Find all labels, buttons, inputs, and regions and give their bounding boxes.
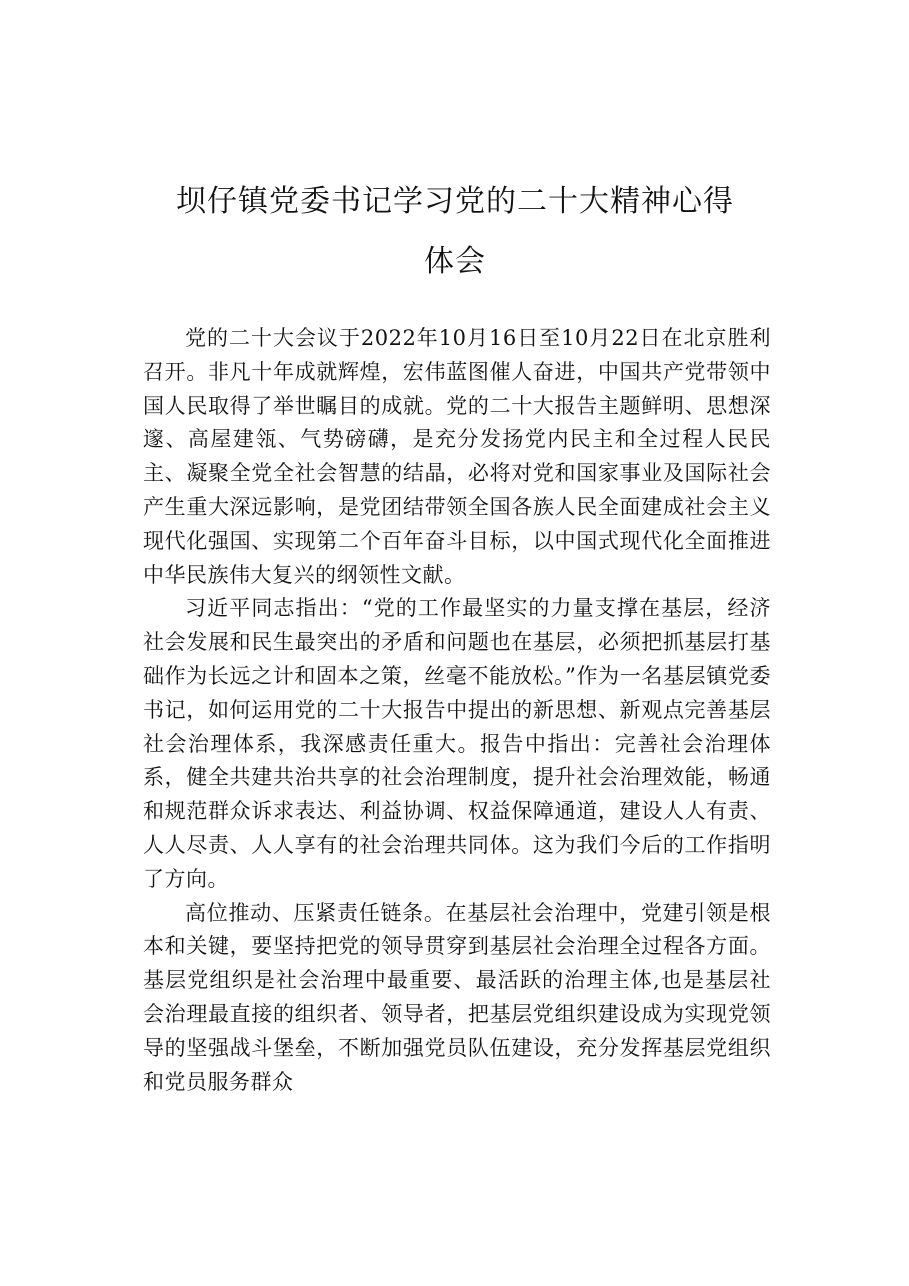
title-line-2: 体会 bbox=[424, 244, 486, 279]
document-body bbox=[143, 322, 771, 1099]
paragraph-1: 党的二十大会议于2022年10月16日至10月22日在北京胜利召开。非凡十年成就辉煌，宏伟蓝图催人奋进，中国共产党带领中国人民取得了举世瞩目的成就。党的二十大报告主题鲜明、思想深邃、高屋建瓴、气势磅礴，是充分发扬党内民主和全过程人民民主、凝聚全党全社会智慧的结晶，必将对党和国家事业及国际社会产生重大深远影响，是党团结带领全国各族人民全面建成社会主义现代化强国、实现第二个百年奋斗目标，以中国式现代化全面推进中华民族伟大复兴的纲领性文献。 bbox=[143, 326, 771, 587]
document-title bbox=[140, 172, 770, 292]
paragraph-2: 习近平同志指出：“党的工作最坚实的力量支撑在基层，经济社会发展和民生最突出的矛盾和问题也在基层，必须把抓基层打基础作为长远之计和固本之策，丝毫不能放松。”作为一名基层镇党委书记，如何运用党的二十大报告中提出的新思想、新观点完善基层社会治理体系，我深感责任重大。报告中指出：完善社会治理体系，健全共建共治共享的社会治理制度，提升社会治理效能，畅通和规范群众诉求表达、利益协调、权益保障通道，建设人人有责、人人尽责、人人享有的社会治理共同体。这为我们今后的工作指明了方向。 bbox=[143, 596, 771, 891]
title-line-1: 坝仔镇党委书记学习党的二十大精神心得 bbox=[176, 184, 734, 219]
paragraph-3: 高位推动、压紧责任链条。在基层社会治理中，党建引领是根本和关键，要坚持把党的领导贯穿到基层社会治理全过程各方面。基层党组织是社会治理中最重要、最活跃的治理主体,也是基层社会治理最直接的组织者、领导者，把基层党组织建设成为实现党领导的坚强战斗堡垒，不断加强党员队伍建设，充分发挥基层党组织和党员服务群众 bbox=[143, 900, 771, 1094]
